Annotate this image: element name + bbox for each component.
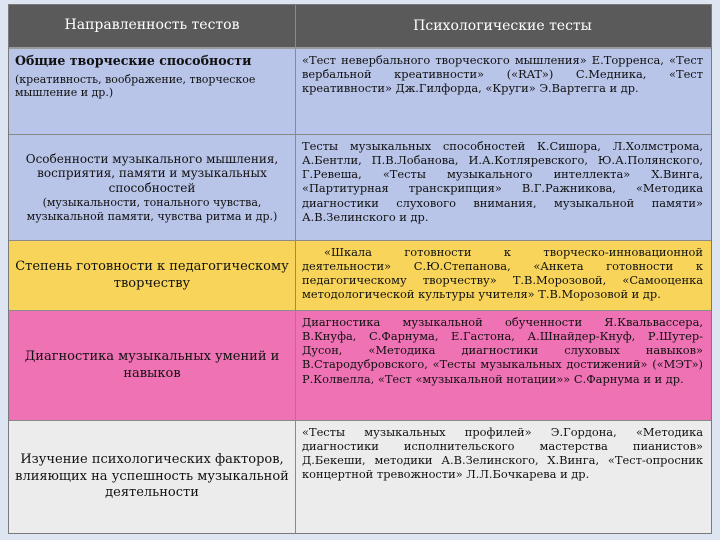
- header-test-direction: Направленность тестов: [9, 5, 296, 49]
- direction-title: Изучение психологических факторов, влияющих на успешность музыкальной деятельности: [15, 451, 289, 501]
- tests-table: [8, 4, 712, 534]
- direction-title: Общие творческие способности: [15, 53, 252, 68]
- tests-text: Тесты музыкальных способностей К.Сишора, Л.Холмстрома, А.Бентли, П.В.Лобанова, И.А.Котляревского, Ю.А.Полянского, Г.Ревеша, «Тесты музыкального интеллекта» Х.Винга, «Партитурная транскрипция» В.Г.Ражникова, «Методика диагностики слухового внимания, музыкальной памяти» А.В.Зелинского и др.: [302, 139, 703, 224]
- row-musical-thinking-tests: [296, 135, 711, 241]
- direction-title: Степень готовности к педагогическому творчеству: [15, 258, 289, 291]
- header-psych-tests: Психологические тесты: [296, 5, 711, 49]
- direction-subtitle: (музыкальности, тонального чувства, музыкальной памяти, чувства ритма и др.): [26, 196, 278, 223]
- direction-title: Особенности музыкального мышления, восприятия, памяти и музыкальных способностей: [25, 151, 279, 196]
- tests-text: «Тесты музыкальных профилей» Э.Гордона, «Методика диагностики исполнительского мастерства пианистов» Д.Бекеши, методики А.В.Зелинского, Х.Винга, «Тест-опросник концертной тревожности» Л.Л.Бочкарева и др.: [302, 425, 703, 482]
- row-creative-abilities-direction: [9, 49, 296, 135]
- tests-text: «Тест невербального творческого мышления» Е.Торренса, «Тест вербальной креативности» («RAT») С.Медника, «Тест креативности» Дж.Гилфорда, «Круги» Э.Вартегга и др.: [302, 53, 703, 96]
- row-psych-factors-tests: [296, 421, 711, 533]
- row-musical-thinking-direction: [9, 135, 296, 241]
- row-musical-skills-direction: [9, 311, 296, 421]
- row-pedagogical-readiness-direction: [9, 241, 296, 311]
- direction-title: Диагностика музыкальных умений и навыков: [24, 348, 280, 381]
- row-pedagogical-readiness-tests: [296, 241, 711, 311]
- row-musical-skills-tests: [296, 311, 711, 421]
- direction-subtitle: (креативность, воображение, творческое мышление и др.): [15, 72, 256, 100]
- row-creative-abilities-tests: [296, 49, 711, 135]
- tests-text: «Шкала готовности к творческо-инновационной деятельности» С.Ю.Степанова, «Анкета готовности к педагогическому творчеству» Т.В.Морозовой, «Самооценка методологической культуры учителя» Т.В.Морозовой и др.: [302, 245, 703, 302]
- tests-text: Диагностика музыкальной обученности Я.Квальвассера, В.Кнуфа, С.Фарнума, Е.Гастона, А.Шнайдер-Кнуф, Р.Шутер-Дусон, «Методика диагностики слуховых навыков» В.Стародубровского, «Тесты музыкальных достижений» («МЭТ») Р.Колвелла, «Тест «музыкальной нотации»» С.Фарнума и и др.: [302, 315, 703, 386]
- row-psych-factors-direction: [9, 421, 296, 533]
